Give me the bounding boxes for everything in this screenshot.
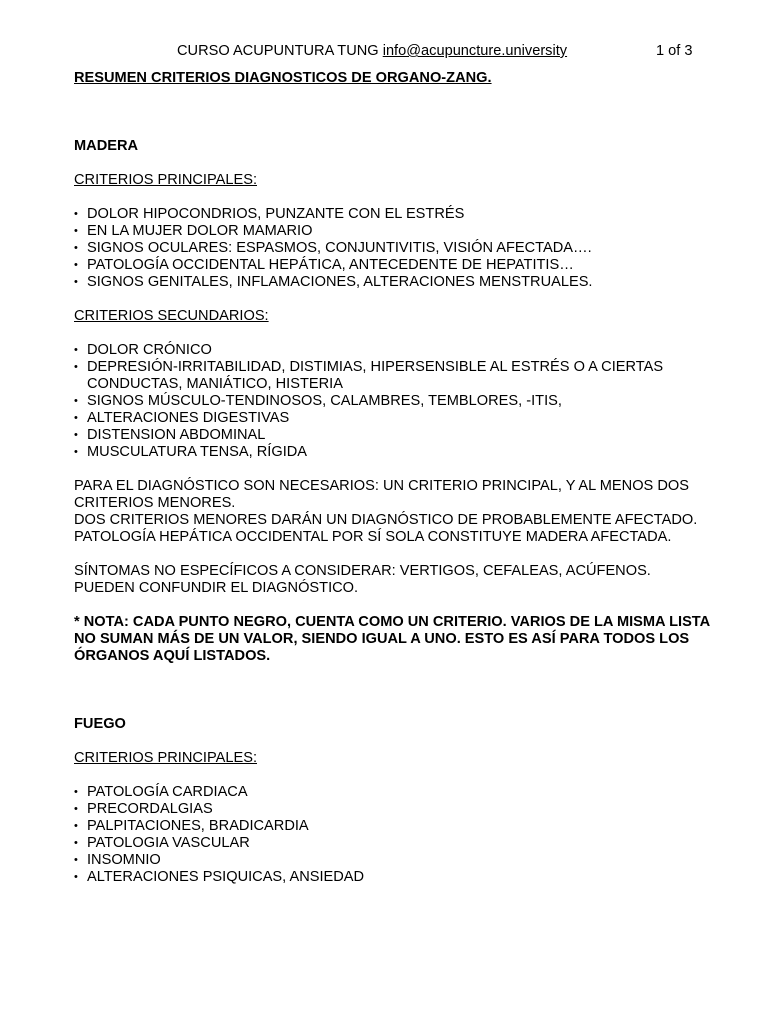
nota-paragraph: * NOTA: CADA PUNTO NEGRO, CUENTA COMO UN CRITERIO. VARIOS DE LA MISMA LISTA NO SUMAN MÁS DE UN VALOR, SIENDO IGUAL A UNO. ESTO ES ASÍ PARA TODOS LOS ÓRGANOS AQUÍ LISTADOS. [74,614,710,664]
madera-secundarios-label: CRITERIOS SECUNDARIOS: [74,308,269,324]
list-item: • SIGNOS MÚSCULO-TENDINOSOS, CALAMBRES, TEMBLORES, -ITIS, [74,393,562,409]
list-item: • ALTERACIONES PSIQUICAS, ANSIEDAD [74,869,365,885]
madera-principales-list [74,206,714,291]
fuego-principales-list [74,784,714,886]
madera-secundarios-list [74,342,714,461]
bullet-icon: • [74,429,78,441]
bullet-icon: • [74,259,78,271]
bullet-icon: • [74,854,78,866]
list-item: • INSOMNIO [74,852,161,868]
madera-principales-label: CRITERIOS PRINCIPALES: [74,172,257,188]
document-title: RESUMEN CRITERIOS DIAGNOSTICOS DE ORGANO-ZANG. [74,70,492,86]
list-item: • PRECORDALGIAS [74,801,213,817]
list-item: • SIGNOS GENITALES, INFLAMACIONES, ALTERACIONES MENSTRUALES. [74,274,593,290]
bullet-icon: • [74,871,78,883]
bullet-icon: • [74,395,78,407]
diagnostico-paragraph-3: PATOLOGÍA HEPÁTICA OCCIDENTAL POR SÍ SOLA CONSTITUYE MADERA AFECTADA. [74,529,672,545]
bullet-icon: • [74,412,78,424]
list-item: • SIGNOS OCULARES: ESPASMOS, CONJUNTIVITIS, VISIÓN AFECTADA…. [74,240,592,256]
bullet-icon: • [74,446,78,458]
bullet-icon: • [74,344,78,356]
bullet-icon: • [74,225,78,237]
list-item: • PALPITACIONES, BRADICARDIA [74,818,309,834]
bullet-icon: • [74,837,78,849]
fuego-principales-label: CRITERIOS PRINCIPALES: [74,750,257,766]
document-body [74,70,714,886]
bullet-icon: • [74,208,78,220]
bullet-icon: • [74,242,78,254]
bullet-icon: • [74,786,78,798]
bullet-icon: • [74,803,78,815]
page-header [0,43,768,61]
list-item: • EN LA MUJER DOLOR MAMARIO [74,223,313,239]
list-item: • PATOLOGÍA CARDIACA [74,784,248,800]
list-item: • PATOLOGÍA OCCIDENTAL HEPÁTICA, ANTECEDENTE DE HEPATITIS… [74,257,574,273]
list-item: • DOLOR HIPOCONDRIOS, PUNZANTE CON EL ESTRÉS [74,206,465,222]
diagnostico-paragraph-1: PARA EL DIAGNÓSTICO SON NECESARIOS: UN CRITERIO PRINCIPAL, Y AL MENOS DOS CRITERIOS MENORES. [74,478,689,511]
diagnostico-paragraph-2: DOS CRITERIOS MENORES DARÁN UN DIAGNÓSTICO DE PROBABLEMENTE AFECTADO. [74,512,698,528]
list-item: • DISTENSION ABDOMINAL [74,427,266,443]
section-heading-madera: MADERA [74,138,139,154]
list-item: • MUSCULATURA TENSA, RÍGIDA [74,444,308,460]
header-email-link[interactable]: info@acupuncture.university [382,43,568,59]
sintomas-paragraph: SÍNTOMAS NO ESPECÍFICOS A CONSIDERAR: VERTIGOS, CEFALEAS, ACÚFENOS. PUEDEN CONFUNDIR EL DIAGNÓSTICO. [74,563,651,596]
list-item: • DOLOR CRÓNICO [74,342,212,358]
bullet-icon: • [74,276,78,288]
list-item: • PATOLOGIA VASCULAR [74,835,250,851]
section-heading-fuego: FUEGO [74,716,126,732]
list-item: • DEPRESIÓN-IRRITABILIDAD, DISTIMIAS, HIPERSENSIBLE AL ESTRÉS O A CIERTAS CONDUCTAS, MANIÁTICO, HISTERIA [74,359,664,392]
header-course [177,43,567,60]
bullet-icon: • [74,361,78,373]
list-item: • ALTERACIONES DIGESTIVAS [74,410,290,426]
bullet-icon: • [74,820,78,832]
header-course-name: CURSO ACUPUNTURA TUNG [177,43,379,59]
page-number: 1 of 3 [656,43,693,59]
